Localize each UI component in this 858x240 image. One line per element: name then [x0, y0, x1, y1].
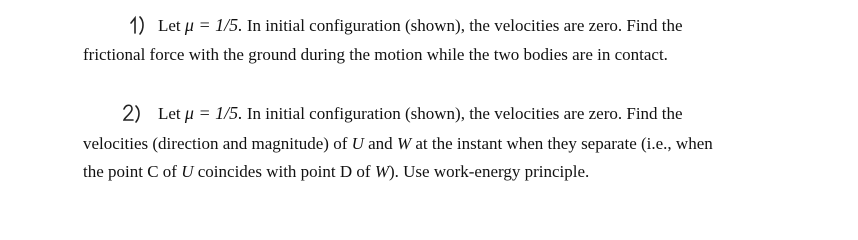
- problem-2-line-1: [158, 103, 683, 124]
- let-text: Let: [158, 16, 181, 35]
- variable-w: W: [396, 134, 412, 153]
- text-segment: and: [368, 134, 393, 153]
- handwritten-number-2-icon: [121, 102, 143, 124]
- text-segment: the point C of: [83, 162, 177, 181]
- text-segment: coincides with point D of: [197, 162, 371, 181]
- variable-w: W: [374, 162, 389, 181]
- variable-u: U: [181, 162, 194, 181]
- let-text: Let: [158, 104, 181, 123]
- handwritten-number-1-icon: [129, 14, 147, 36]
- problem-2-line-3: [83, 162, 589, 182]
- problem-1-number: [129, 14, 147, 36]
- text-segment: ). Use work-energy principle.: [388, 162, 590, 181]
- variable-u: U: [351, 134, 364, 153]
- problem-2-line-2: [83, 134, 713, 154]
- mu-expression: μ = 1/5.: [184, 15, 243, 35]
- problem-1-line-1: [158, 15, 683, 36]
- problem-1-line-2: [83, 45, 668, 65]
- text-segment: at the instant when they separate (i.e., when: [415, 134, 713, 153]
- problem-2-number: [121, 102, 143, 124]
- text-segment: velocities (direction and magnitude) of: [83, 134, 348, 153]
- problem-1-text: In initial configuration (shown), the velocities are zero. Find the: [246, 16, 683, 35]
- problem-2-text: In initial configuration (shown), the velocities are zero. Find the: [246, 104, 683, 123]
- problem-1-text-cont: frictional force with the ground during the motion while the two bodies are in contact.: [83, 45, 668, 64]
- mu-expression: μ = 1/5.: [184, 103, 243, 123]
